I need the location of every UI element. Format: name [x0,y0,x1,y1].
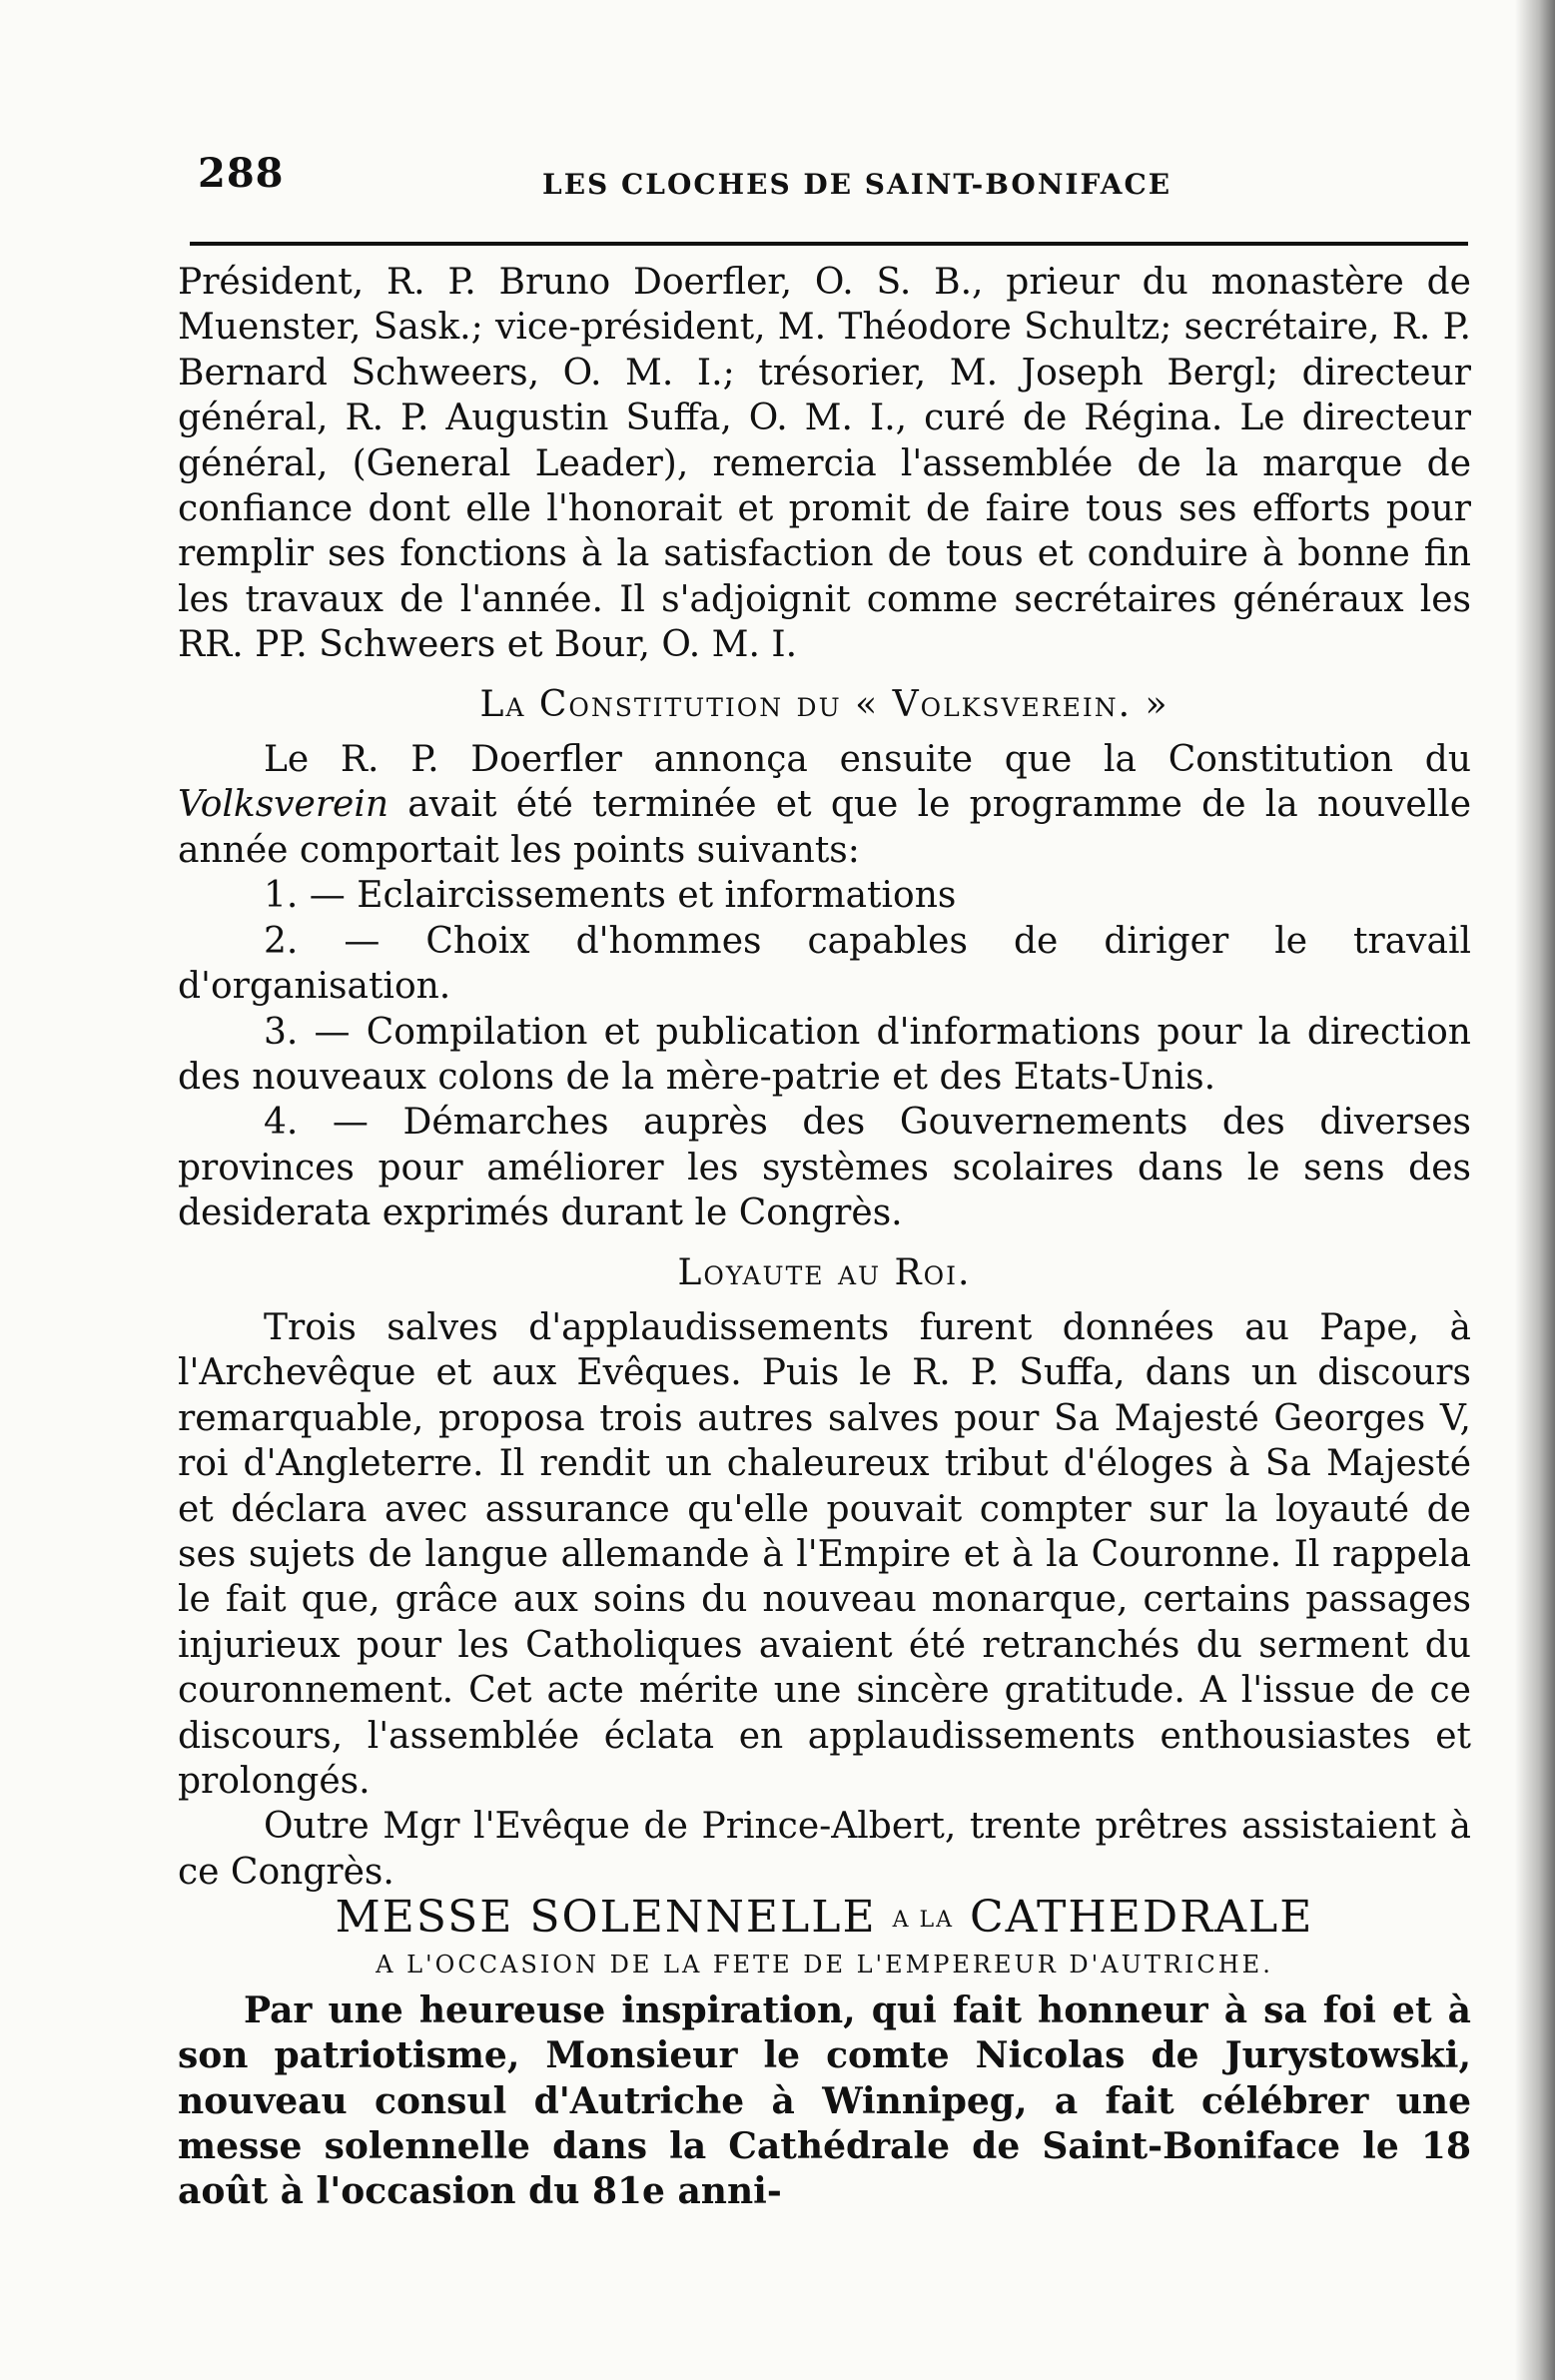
heading-loyaute: Loyaute au Roi. [677,1251,972,1293]
paragraph-constitution-start: Le R. P. Doerfler annonça ensuite que la Constitution du [264,739,1471,781]
volksverein-term: Volksverein [178,784,389,826]
heading-messe [178,1892,1471,1944]
body-text [178,260,1471,2215]
paragraph-constitution-end: avait été terminée et que le programme de la nouvelle année comportait les points suivants: [178,784,1471,871]
paragraph-congres: Outre Mgr l'Evêque de Prince-Albert, trente prêtres assistaient à ce Congrès. [178,1806,1471,1893]
list-item-1: 1. — Eclaircissements et informations [264,875,957,917]
heading-constitution: La Constitution du « Volksverein. » [479,683,1169,725]
paragraph-constitution [178,737,1471,873]
paragraph-loyaute: Trois salves d'applaudissements furent données au Pape, à l'Archevêque et aux Evêques. Puis le R. P. Suffa, dans un discours remarquable, proposa trois autres salves pour Sa Majesté Georges V, roi d'Angleterre. Il rendit un chaleureux tribut d'éloges à Sa Majesté et déclara avec assurance qu'elle pouvait compter sur la loyauté de ses sujets de langue allemande à l'Empire et à la Couronne. Il rappela le fait que, grâce aux soins du nouveau monarque, certains passages injurieux pour les Catholiques avaient été retranchés du serment du couronnement. Cet acte mérite une sincère gratitude. A l'issue de ce discours, l'assemblée éclata en applaudissements enthousiastes et prolongés. [178,1306,1471,1802]
heading-messe-connector: A LA [892,1908,954,1934]
page-edge-shadow [1515,0,1555,2380]
header-rule [190,242,1468,246]
page-number: 288 [198,150,285,197]
running-title: LES CLOCHES DE SAINT-BONIFACE [542,168,1172,201]
list-item-2: 2. — Choix d'hommes capables de diriger le travail d'organisation. [178,920,1471,1008]
paragraph-messe: Par une heureuse inspiration, qui fait honneur à sa foi et à son patriotisme, Monsieur le comte Nicolas de Jurystowski, nouveau consul d'Autriche à Winnipeg, a fait célébrer une messe solennelle dans la Cathédrale de Saint-Boniface le 18 août à l'occasion du 81e anni- [178,1988,1471,2213]
heading-messe-part1: MESSE SOLENNELLE [335,1892,877,1944]
heading-messe-part2: CATHEDRALE [970,1892,1314,1944]
list-item-4: 4. — Démarches auprès des Gouvernements des diverses provinces pour améliorer les systèmes scolaires dans le sens des desiderata exprimés durant le Congrès. [178,1102,1471,1234]
list-item-3: 3. — Compilation et publication d'informations pour la direction des nouveaux colons de la mère-patrie et des Etats-Unis. [178,1011,1471,1098]
subheading-messe: A L'OCCASION DE LA FETE DE L'EMPEREUR D'AUTRICHE. [376,1951,1273,1980]
paragraph-officers: Président, R. P. Bruno Doerfler, O. S. B., prieur du monastère de Muenster, Sask.; vice-président, M. Théodore Schultz; secrétaire, R. P. Bernard Schweers, O. M. I.; trésorier, M. Joseph Bergl; directeur général, R. P. Augustin Suffa, O. M. I., curé de Régina. Le directeur général, (General Leader), remercia l'assemblée de la marque de confiance dont elle l'honorait et promit de faire tous ses efforts pour remplir ses fonctions à la satisfaction de tous et conduire à bonne fin les travaux de l'année. Il s'adjoignit comme secrétaires généraux les RR. PP. Schweers et Bour, O. M. I. [178,262,1471,666]
page-header [198,150,1466,220]
